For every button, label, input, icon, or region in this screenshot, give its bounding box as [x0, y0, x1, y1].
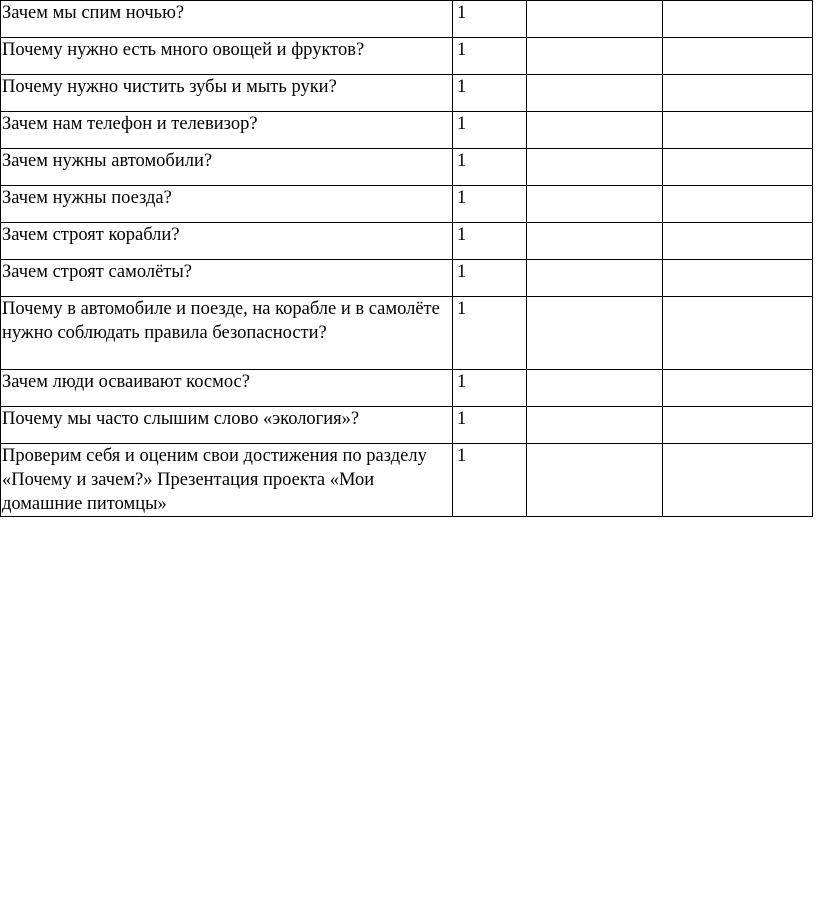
actual-date-cell	[663, 186, 813, 223]
table-row	[1, 112, 813, 149]
planned-date-cell	[527, 444, 663, 517]
hours-cell: 1	[453, 407, 527, 444]
actual-date-cell	[663, 297, 813, 370]
topic-cell: Зачем строят корабли?	[1, 223, 453, 260]
table-row	[1, 1, 813, 38]
topic-cell: Почему нужно есть много овощей и фруктов?	[1, 38, 453, 75]
hours-cell: 1	[453, 297, 527, 370]
planned-date-cell	[527, 297, 663, 370]
hours-cell: 1	[453, 370, 527, 407]
table-row	[1, 297, 813, 370]
hours-cell: 1	[453, 75, 527, 112]
topic-cell: Почему в автомобиле и поезде, на корабле и в самолёте нужно соблюдать правила безопасности?	[1, 297, 453, 370]
actual-date-cell	[663, 75, 813, 112]
topic-cell: Зачем нам телефон и телевизор?	[1, 112, 453, 149]
planned-date-cell	[527, 407, 663, 444]
table-row	[1, 38, 813, 75]
actual-date-cell	[663, 444, 813, 517]
topic-cell: Почему нужно чистить зубы и мыть руки?	[1, 75, 453, 112]
hours-cell: 1	[453, 260, 527, 297]
table-row	[1, 444, 813, 517]
actual-date-cell	[663, 38, 813, 75]
hours-cell: 1	[453, 444, 527, 517]
planned-date-cell	[527, 370, 663, 407]
planned-date-cell	[527, 1, 663, 38]
table-row	[1, 260, 813, 297]
hours-cell: 1	[453, 149, 527, 186]
planned-date-cell	[527, 186, 663, 223]
topic-cell: Зачем мы спим ночью?	[1, 1, 453, 38]
topic-cell: Зачем строят самолёты?	[1, 260, 453, 297]
hours-cell: 1	[453, 186, 527, 223]
table-row	[1, 223, 813, 260]
hours-cell: 1	[453, 112, 527, 149]
actual-date-cell	[663, 1, 813, 38]
hours-cell: 1	[453, 1, 527, 38]
topic-cell: Зачем люди осваивают космос?	[1, 370, 453, 407]
topic-cell: Проверим себя и оценим свои достижения по разделу «Почему и зачем?» Презентация проекта «Мои домашние питомцы»	[1, 444, 453, 517]
table-row	[1, 149, 813, 186]
actual-date-cell	[663, 407, 813, 444]
actual-date-cell	[663, 223, 813, 260]
planned-date-cell	[527, 260, 663, 297]
actual-date-cell	[663, 149, 813, 186]
topic-cell: Зачем нужны автомобили?	[1, 149, 453, 186]
actual-date-cell	[663, 370, 813, 407]
topic-cell: Зачем нужны поезда?	[1, 186, 453, 223]
planned-date-cell	[527, 75, 663, 112]
topic-cell: Почему мы часто слышим слово «экология»?	[1, 407, 453, 444]
planned-date-cell	[527, 112, 663, 149]
actual-date-cell	[663, 260, 813, 297]
planned-date-cell	[527, 149, 663, 186]
hours-cell: 1	[453, 38, 527, 75]
table-row	[1, 407, 813, 444]
planned-date-cell	[527, 223, 663, 260]
table-row	[1, 370, 813, 407]
table-row	[1, 75, 813, 112]
hours-cell: 1	[453, 223, 527, 260]
planned-date-cell	[527, 38, 663, 75]
table-row	[1, 186, 813, 223]
actual-date-cell	[663, 112, 813, 149]
